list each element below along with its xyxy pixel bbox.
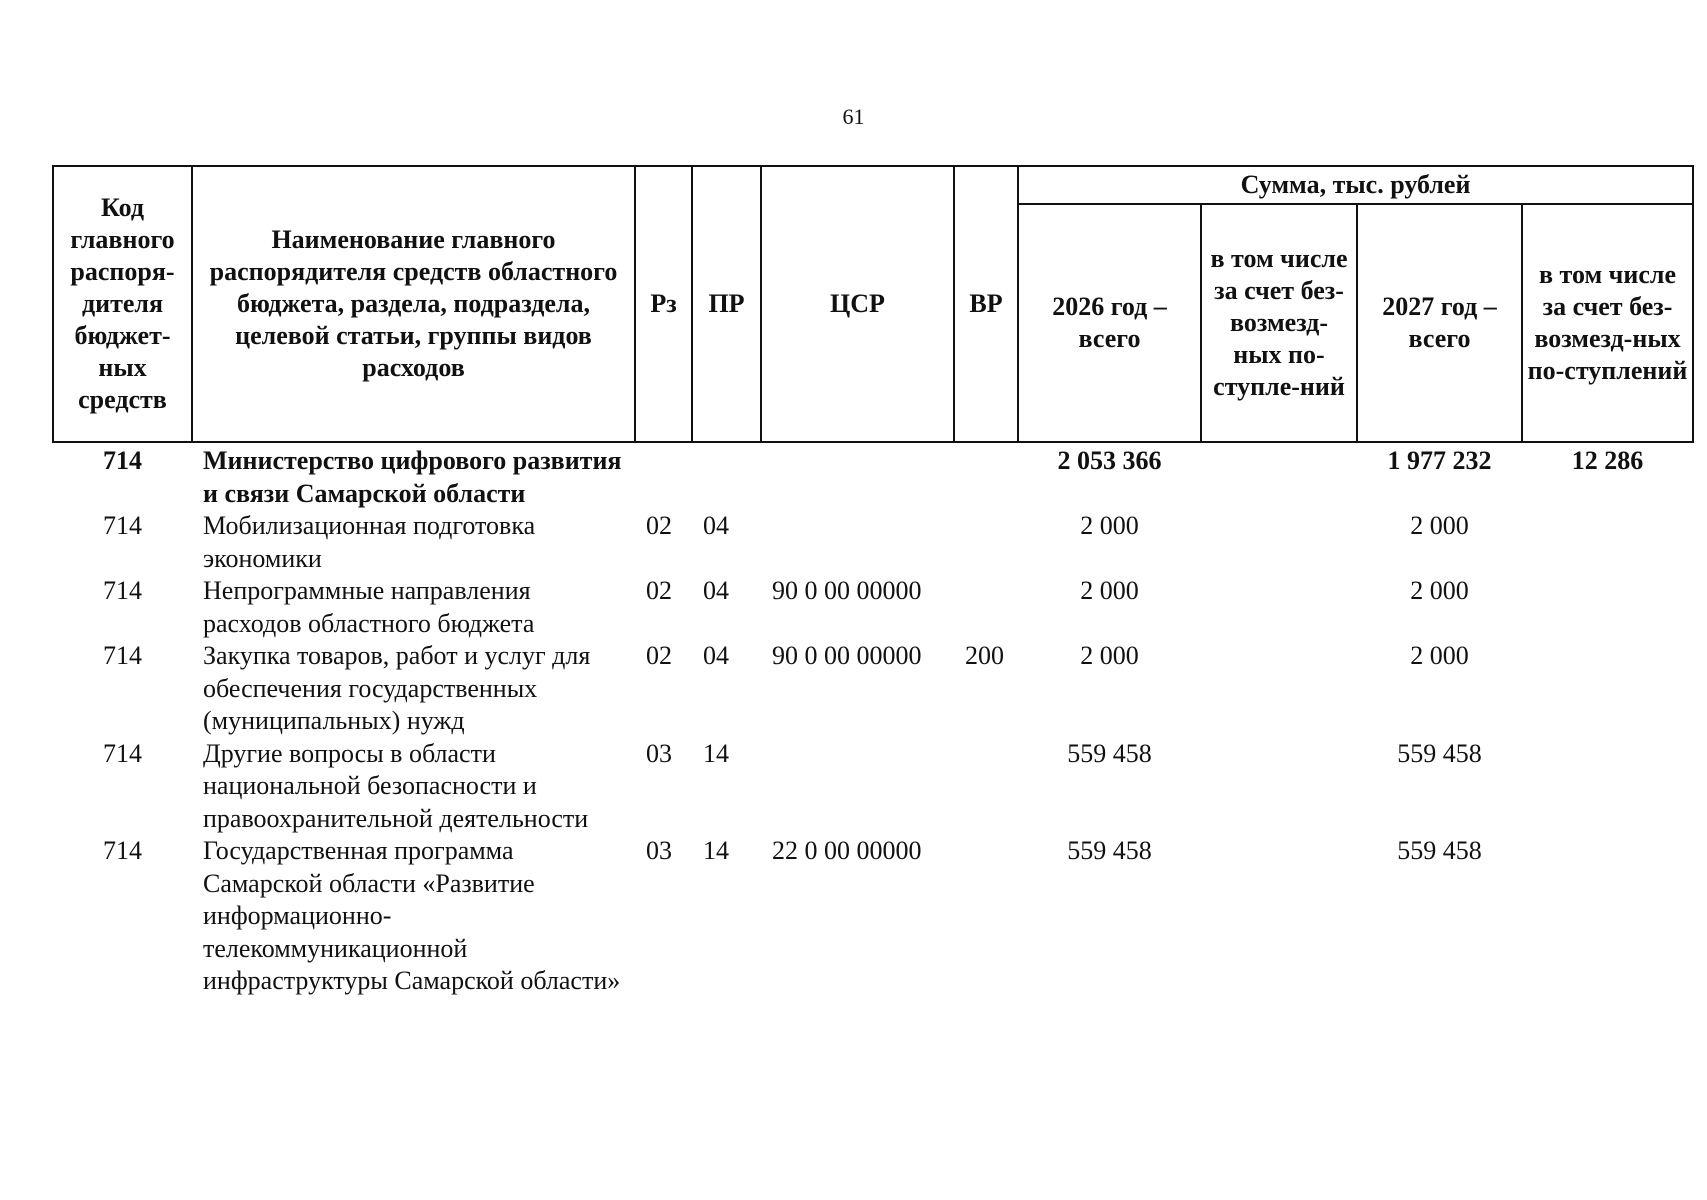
cell-2026-grants [1201, 510, 1357, 575]
cell-2027-total: 1 977 232 [1387, 446, 1492, 475]
cell-rz [635, 442, 692, 510]
table-row [53, 835, 1693, 998]
cell-2027-grants [1522, 510, 1693, 575]
cell-2026-grants [1201, 442, 1357, 510]
cell-2026-grants [1201, 640, 1357, 738]
cell-2027-total: 2 000 [1410, 641, 1469, 670]
cell-csr [761, 738, 954, 836]
cell-2027-grants [1522, 640, 1693, 738]
cell-2027-grants: 12 286 [1571, 446, 1644, 475]
cell-csr: 90 0 00 00000 [772, 641, 922, 670]
cell-name: Другие вопросы в области национальной безопасности и правоохранительной деятельности [203, 738, 589, 833]
table-row [53, 510, 1693, 575]
cell-2026-total: 2 053 366 [1057, 446, 1162, 475]
cell-2027-total: 559 458 [1397, 738, 1482, 768]
cell-vr [954, 442, 1018, 510]
cell-code: 714 [103, 641, 142, 670]
cell-2027-grants [1522, 738, 1693, 836]
table-row [53, 442, 1693, 510]
cell-name: Мобилизационная подготовка экономики [203, 511, 536, 573]
cell-rz: 03 [646, 836, 672, 865]
cell-pr: 04 [703, 641, 729, 670]
cell-vr [954, 835, 1018, 998]
cell-vr: 200 [965, 641, 1004, 670]
cell-code: 714 [103, 446, 142, 475]
cell-rz: 02 [646, 511, 672, 540]
cell-2027-total: 2 000 [1410, 576, 1469, 605]
cell-vr [954, 738, 1018, 836]
header-rz: Рз [635, 166, 692, 442]
table-header [53, 166, 1693, 442]
header-code: Код главного распоря-дителя бюджет-ных средств [53, 166, 192, 442]
table-body [53, 442, 1693, 998]
cell-2027-grants [1522, 575, 1693, 640]
cell-2026-total: 559 458 [1067, 738, 1152, 768]
cell-name: Министерство цифрового развития и связи Самарской области [203, 446, 622, 508]
cell-pr: 04 [703, 511, 729, 540]
cell-2026-total: 2 000 [1080, 641, 1139, 670]
budget-table [52, 165, 1694, 998]
header-sum-group: Сумма, тыс. рублей [1018, 166, 1693, 204]
cell-name: Непрограммные направления расходов областного бюджета [203, 576, 535, 638]
header-2027-total: 2027 год – всего [1357, 204, 1522, 442]
cell-2026-grants [1201, 835, 1357, 998]
cell-code: 714 [103, 511, 142, 540]
header-2027-grants: в том числе за счет без-возмезд-ных по-ступлений [1522, 204, 1693, 442]
cell-rz: 02 [646, 641, 672, 670]
cell-pr: 14 [703, 738, 729, 768]
cell-csr: 90 0 00 00000 [772, 576, 922, 605]
cell-code: 714 [103, 836, 142, 865]
table-row [53, 575, 1693, 640]
cell-rz: 02 [646, 576, 672, 605]
table-row [53, 640, 1693, 738]
cell-code: 714 [103, 738, 142, 768]
cell-csr: 22 0 00 00000 [772, 836, 922, 865]
cell-2026-total: 2 000 [1080, 576, 1139, 605]
cell-2027-total: 2 000 [1410, 511, 1469, 540]
header-name: Наименование главного распорядителя средств областного бюджета, раздела, подраздела, целевой статьи, группы видов расходов [192, 166, 635, 442]
header-vr: ВР [954, 166, 1018, 442]
cell-2027-total: 559 458 [1397, 836, 1482, 865]
header-2026-total: 2026 год – всего [1018, 204, 1201, 442]
header-2026-grants: в том числе за счет без-возмезд-ных по-ступле-ний [1201, 204, 1357, 442]
cell-2026-grants [1201, 738, 1357, 836]
header-csr: ЦСР [761, 166, 954, 442]
cell-name: Государственная программа Самарской области «Развитие информационно-телекоммуникационной инфраструктуры Самарской области» [203, 836, 621, 995]
cell-code: 714 [103, 576, 142, 605]
cell-2027-grants [1522, 835, 1693, 998]
cell-csr [761, 510, 954, 575]
header-pr: ПР [692, 166, 761, 442]
cell-pr [692, 442, 761, 510]
cell-csr [761, 442, 954, 510]
table-row [53, 738, 1693, 836]
cell-vr [954, 575, 1018, 640]
cell-rz: 03 [646, 738, 672, 768]
page-number: 61 [842, 104, 865, 129]
cell-2026-grants [1201, 575, 1357, 640]
cell-pr: 04 [703, 576, 729, 605]
cell-2026-total: 559 458 [1067, 836, 1152, 865]
cell-2026-total: 2 000 [1080, 511, 1139, 540]
cell-name: Закупка товаров, работ и услуг для обеспечения государственных (муниципальных) нужд [203, 641, 591, 735]
cell-vr [954, 510, 1018, 575]
cell-pr: 14 [703, 836, 729, 865]
